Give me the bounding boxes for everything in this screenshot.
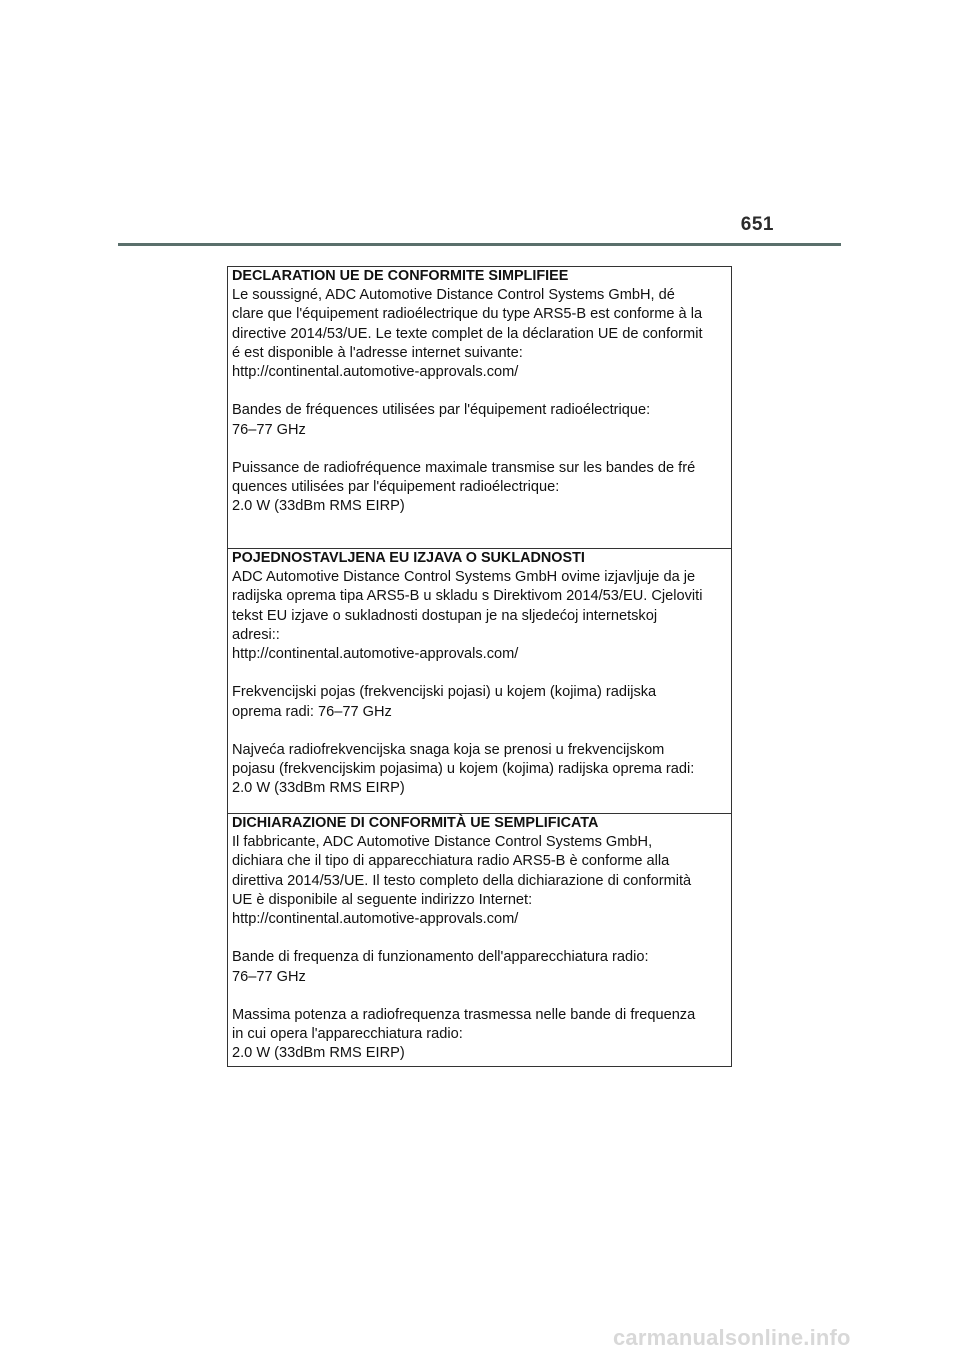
text-line: adresi:: xyxy=(232,626,280,643)
text-line: Le soussigné, ADC Automotive Distance Control Systems GmbH, dé xyxy=(232,287,675,304)
text-line: Bande di frequenza di funzionamento dell'apparecchiatura radio: xyxy=(232,949,649,966)
page-number: 651 xyxy=(740,214,774,235)
url-text: http://continental.automotive-approvals.com/ xyxy=(232,646,519,663)
text-line: direttiva 2014/53/UE. Il testo completo della dichiarazione di conformità xyxy=(232,872,692,889)
text-line: oprema radi: 76–77 GHz xyxy=(232,703,392,720)
declaration-section-italian xyxy=(228,814,731,1066)
declaration-table xyxy=(227,266,732,1067)
text-line: 76–77 GHz xyxy=(232,421,306,438)
text-line: dichiara che il tipo di apparecchiatura radio ARS5-B è conforme alla xyxy=(232,853,670,870)
watermark-text: carmanualsonline.info xyxy=(613,1325,851,1350)
text-line: Massima potenza a radiofrequenza trasmessa nelle bande di frequenza xyxy=(232,1007,696,1023)
declaration-section-french xyxy=(228,267,731,549)
text-line: Puissance de radiofréquence maximale transmise sur les bandes de fré xyxy=(232,460,696,476)
section-heading: DECLARATION UE DE CONFORMITE SIMPLIFIEE xyxy=(232,268,569,284)
declaration-section-croatian xyxy=(228,549,731,814)
paragraph-gap xyxy=(232,664,728,683)
text-line: quences utilisées par l'équipement radioélectrique: xyxy=(232,479,560,496)
text-line: in cui opera l'apparecchiatura radio: xyxy=(232,1026,463,1043)
text-line: 76–77 GHz xyxy=(232,968,306,985)
text-line: tekst EU izjave o sukladnosti dostupan je na sljedećoj internetskoj xyxy=(232,607,658,624)
header-rule xyxy=(118,243,841,246)
text-line: ADC Automotive Distance Control Systems GmbH ovime izjavljuje da je xyxy=(232,569,696,586)
text-line: radijska oprema tipa ARS5-B u skladu s Direktivom 2014/53/EU. Cjeloviti xyxy=(232,588,703,605)
text-line: 2.0 W (33dBm RMS EIRP) xyxy=(232,780,405,797)
section-heading: POJEDNOSTAVLJENA EU IZJAVA O SUKLADNOSTI xyxy=(232,550,585,566)
text-line: directive 2014/53/UE. Le texte complet de la déclaration UE de conformit xyxy=(232,325,703,342)
paragraph-gap xyxy=(232,440,728,459)
section-heading: DICHIARAZIONE DI CONFORMITÀ UE SEMPLIFICATA xyxy=(232,815,599,831)
url-text: http://continental.automotive-approvals.com/ xyxy=(232,364,519,381)
text-line: 2.0 W (33dBm RMS EIRP) xyxy=(232,498,405,515)
paragraph-gap xyxy=(232,929,728,948)
url-text: http://continental.automotive-approvals.com/ xyxy=(232,911,519,928)
text-line: Bandes de fréquences utilisées par l'équipement radioélectrique: xyxy=(232,402,651,419)
text-line: clare que l'équipement radioélectrique du type ARS5-B est conforme à la xyxy=(232,306,703,323)
text-line: Frekvencijski pojas (frekvencijski pojasi) u kojem (kojima) radijska xyxy=(232,684,657,701)
text-line: é est disponible à l'adresse internet suivante: xyxy=(232,344,523,361)
text-line: 2.0 W (33dBm RMS EIRP) xyxy=(232,1045,405,1062)
text-line: pojasu (frekvencijskim pojasima) u kojem (kojima) radijska oprema radi: xyxy=(232,761,695,778)
paragraph-gap xyxy=(232,987,728,1006)
text-line: Najveća radiofrekvencijska snaga koja se prenosi u frekvencijskom xyxy=(232,742,665,758)
paragraph-gap xyxy=(232,722,728,741)
text-line: UE è disponibile al seguente indirizzo Internet: xyxy=(232,891,533,908)
text-line: Il fabbricante, ADC Automotive Distance Control Systems GmbH, xyxy=(232,834,653,851)
paragraph-gap xyxy=(232,382,728,401)
